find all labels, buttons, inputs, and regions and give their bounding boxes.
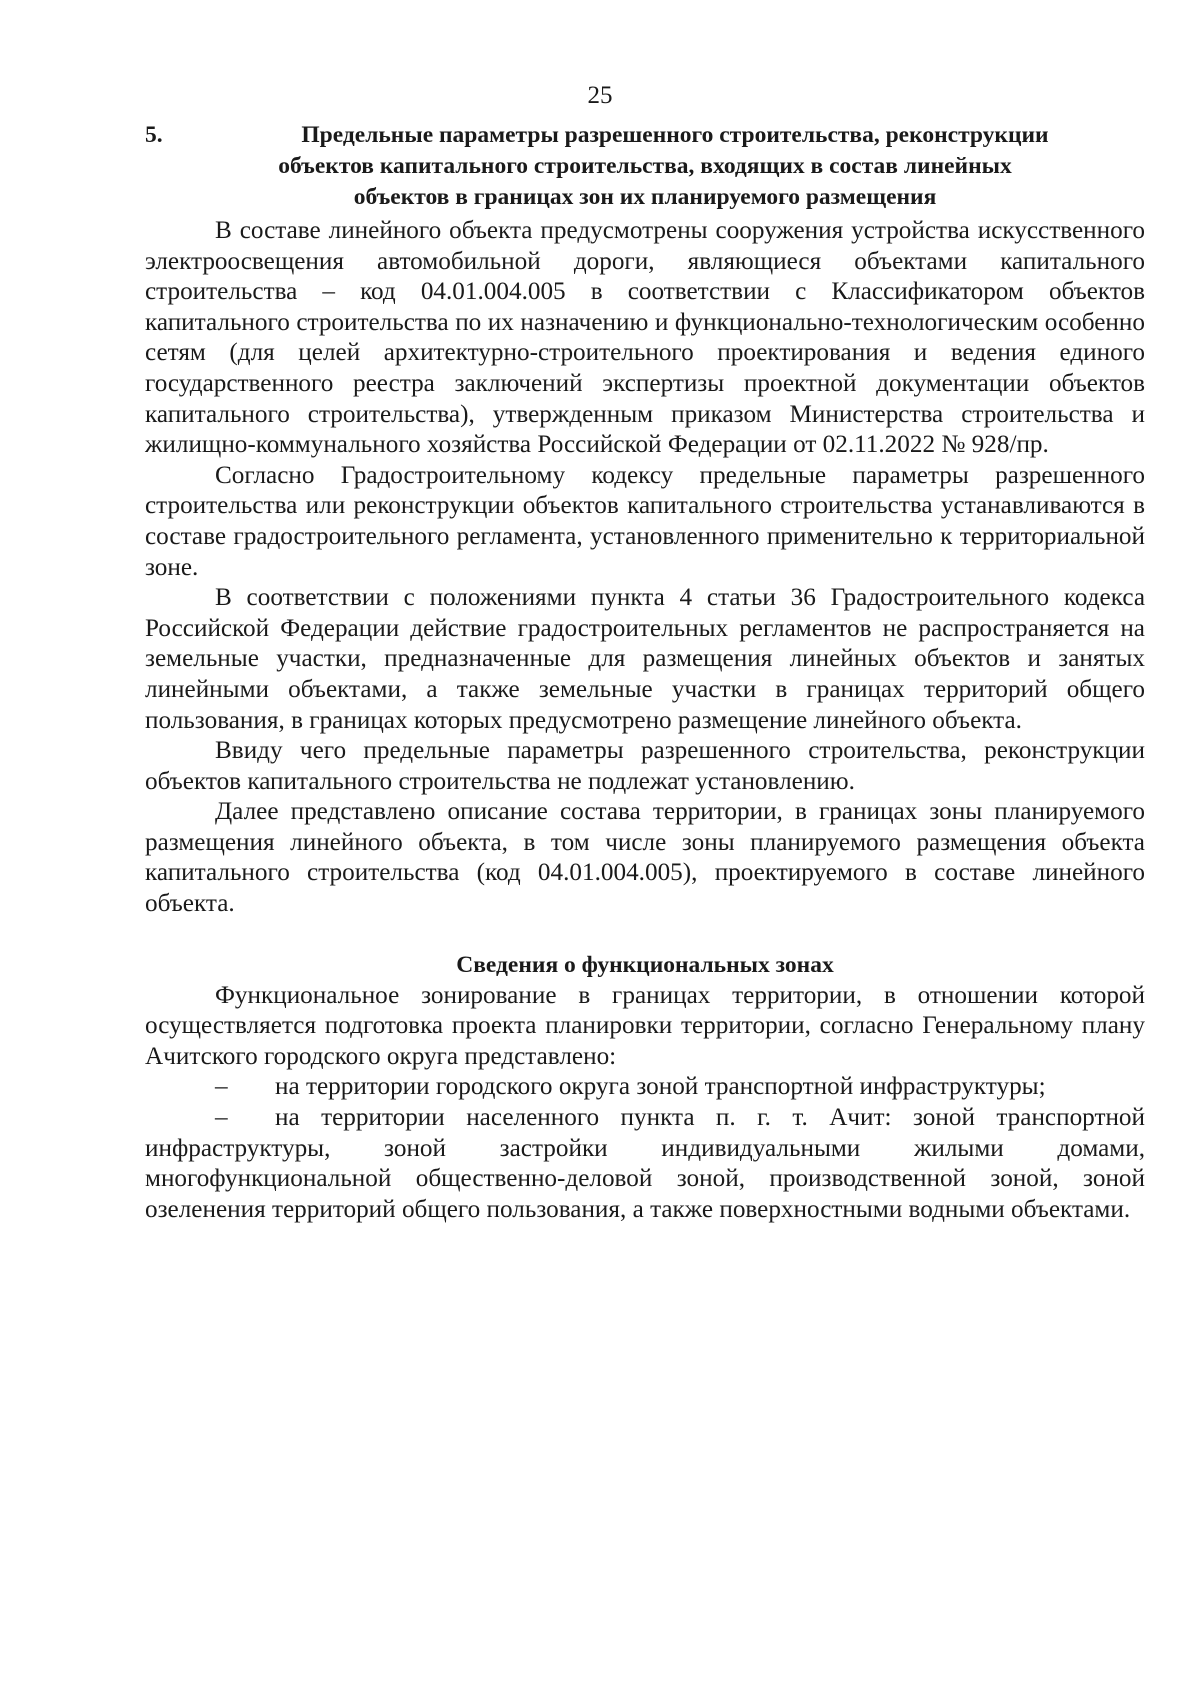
list-dash: – — [215, 1073, 228, 1101]
list-item — [145, 1103, 1145, 1225]
section-number: 5. — [145, 122, 163, 148]
list-dash: – — [215, 1104, 228, 1132]
section-title-line-1: Предельные параметры разрешенного строительства, реконструкции — [301, 122, 1049, 148]
section-heading — [145, 120, 1145, 213]
list-item-text: на территории городского округа зоной транспортной инфраструктуры; — [275, 1073, 1046, 1101]
page-number: 25 — [587, 82, 613, 109]
paragraph-article-36: В соответствии с положениями пункта 4 статьи 36 Градостроительного кодекса Российской Федерации действие градостроительных регламентов не распространяется на земельные участки, предназначенные для размещения линейных объектов и занятых линейными объектами, а также земельные участки в границах территорий общего пользования, в границах которых предусмотрено размещение линейного объекта. — [145, 584, 1145, 734]
section-title-line-2: объектов капитального строительства, входящих в состав линейных — [278, 153, 1012, 179]
list-item-text: на территории населенного пункта п. г. т. Ачит: зоной транспортной инфраструктуры, зоной застройки индивидуальными жилыми домами, многофункциональной общественно-деловой зоной, производственной зоной, зоной озеленения территорий общего пользования, а также поверхностными водными объектами. — [145, 1104, 1145, 1223]
paragraph-urban-code: Согласно Градостроительному кодексу предельные параметры разрешенного строительства или реконструкции объектов капитального строительства устанавливаются в составе градостроительного регламента, установленного применительно к территориальной зоне. — [145, 461, 1145, 581]
functional-zones-intro: Функциональное зонирование в границах территории, в отношении которой осуществляется подготовка проекта планировки территории, согласно Генеральному плану Ачитского городского округа представлено: — [145, 981, 1145, 1070]
paragraph-not-established: Ввиду чего предельные параметры разрешенного строительства, реконструкции объектов капитального строительства не подлежат установлению. — [145, 737, 1145, 795]
list-item — [145, 1072, 1145, 1103]
document-body — [145, 120, 1145, 1225]
section-title-line-3: объектов в границах зон их планируемого размещения — [353, 184, 937, 210]
functional-zones-heading: Сведения о функциональных зонах — [456, 951, 834, 978]
paragraph-territory-description: Далее представлено описание состава территории, в границах зоны планируемого размещения линейного объекта, в том числе зоны планируемого размещения объекта капитального строительства (код 04.01.004.005), проектируемого в составе линейного объекта. — [145, 798, 1145, 918]
paragraph-linear-object: В составе линейного объекта предусмотрены сооружения устройства искусственного электроосвещения автомобильной дороги, являющиеся объектами капитального строительства – код 04.01.004.005 в соответствии с Классификатором объектов капитального строительства по их назначению и функционально-технологическим особенно сетям (для целей архитектурно-строительного проектирования и ведения единого государственного реестра заключений экспертизы проектной документации объектов капитального строительства), утвержденным приказом Министерства строительства и жилищно-коммунального хозяйства Российской Федерации от 02.11.2022 № 928/пр. — [145, 217, 1145, 459]
